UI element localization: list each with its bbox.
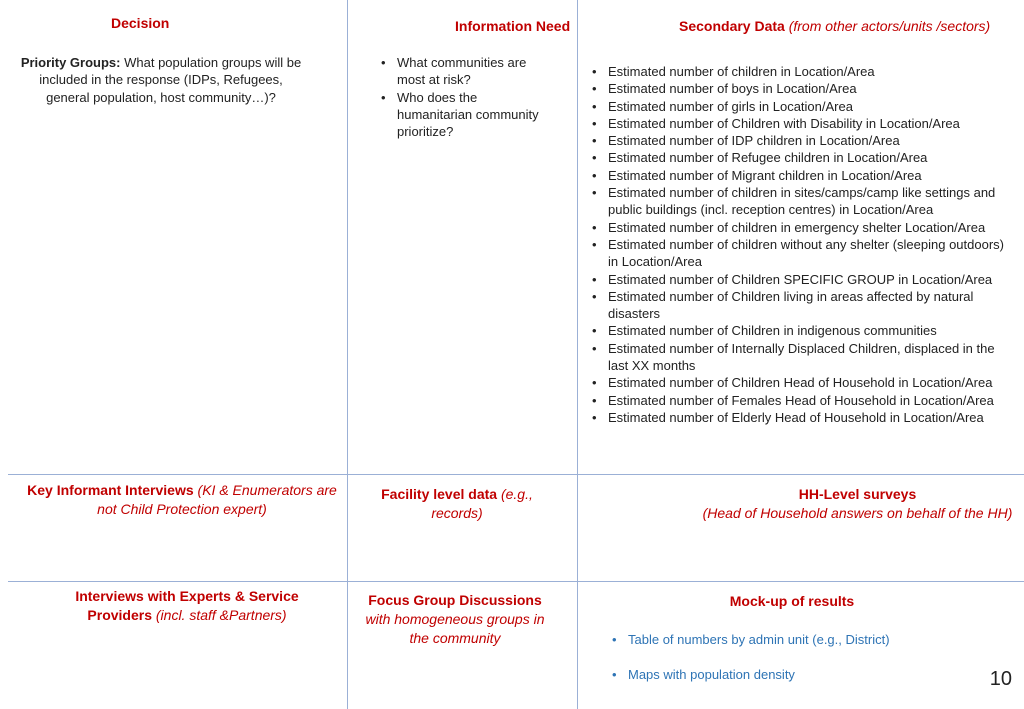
hh-level-surveys-cell bbox=[690, 485, 1024, 523]
secondary-data-note: (from other actors/units /sectors) bbox=[788, 18, 991, 34]
list-item: • Estimated number of girls in Location/Area bbox=[586, 98, 1011, 115]
list-item: • Estimated number of children in sites/camps/camp like settings and public buildings (incl. reception centres) in Location/Area bbox=[586, 184, 1011, 219]
kii-title: Key Informant Interviews bbox=[27, 482, 194, 498]
list-item: • Estimated number of Refugee children in Location/Area bbox=[586, 149, 1011, 166]
list-item: • Estimated number of children in Location/Area bbox=[586, 63, 1011, 80]
list-item: • Estimated number of Children with Disability in Location/Area bbox=[586, 115, 1011, 132]
list-item: • Estimated number of Internally Displaced Children, displaced in the last XX months bbox=[586, 340, 1011, 375]
page-number: 10 bbox=[989, 668, 1012, 690]
priority-groups-text: What population groups will be included in the response (IDPs, Refugees, general population, host community…)? bbox=[39, 55, 302, 105]
priority-groups-label: Priority Groups: bbox=[20, 55, 121, 70]
focus-group-discussions-cell bbox=[355, 591, 555, 648]
row-divider-2 bbox=[8, 581, 1024, 582]
column-divider-2 bbox=[577, 0, 578, 709]
list-item: • Maps with population density bbox=[606, 666, 936, 683]
secondary-data-title: Secondary Data bbox=[679, 18, 785, 34]
list-item: • Estimated number of boys in Location/Area bbox=[586, 80, 1011, 97]
facility-note: (e.g., records) bbox=[431, 486, 533, 521]
list-item: • Who does the humanitarian community prioritize? bbox=[375, 89, 553, 141]
list-item: • Estimated number of children without any shelter (sleeping outdoors) in Location/Area bbox=[586, 236, 1011, 271]
fgd-title: Focus Group Discussions bbox=[368, 592, 542, 608]
column-divider-1 bbox=[347, 0, 348, 709]
list-item: • Estimated number of children in emergency shelter Location/Area bbox=[586, 219, 1011, 236]
decision-header: Decision bbox=[111, 15, 170, 31]
information-need-list bbox=[375, 54, 553, 140]
decision-cell bbox=[16, 54, 306, 106]
secondary-data-list bbox=[586, 63, 1011, 426]
kii-note: (KI & Enumerators are not Child Protection expert) bbox=[97, 482, 337, 517]
list-item: • Estimated number of Children in indigenous communities bbox=[586, 322, 1011, 339]
list-item: • Estimated number of Children living in areas affected by natural disasters bbox=[586, 288, 1011, 323]
expert-interviews-cell bbox=[62, 587, 312, 625]
mockup-title: Mock-up of results bbox=[729, 593, 855, 609]
list-item: • Estimated number of IDP children in Location/Area bbox=[586, 132, 1011, 149]
list-item: • Estimated number of Females Head of Household in Location/Area bbox=[586, 392, 1011, 409]
fgd-note: with homogeneous groups in the community bbox=[365, 611, 545, 646]
hh-note: (Head of Household answers on behalf of the HH) bbox=[702, 505, 1013, 521]
experts-note: (incl. staff &Partners) bbox=[155, 607, 287, 623]
secondary-data-header bbox=[679, 18, 990, 34]
hh-title: HH-Level surveys bbox=[798, 486, 917, 502]
facility-title: Facility level data bbox=[381, 486, 498, 502]
facility-level-data-cell bbox=[362, 485, 552, 523]
list-item: • Estimated number of Children SPECIFIC GROUP in Location/Area bbox=[586, 271, 1011, 288]
key-informant-interviews-cell bbox=[22, 481, 342, 519]
list-item: • Estimated number of Migrant children in Location/Area bbox=[586, 167, 1011, 184]
mockup-list bbox=[606, 631, 936, 684]
information-need-header: Information Need bbox=[455, 18, 571, 34]
row-divider-1 bbox=[8, 474, 1024, 475]
list-item: • What communities are most at risk? bbox=[375, 54, 553, 89]
experts-title: Interviews with Experts & Service Providers bbox=[75, 588, 299, 623]
list-item: • Estimated number of Elderly Head of Household in Location/Area bbox=[586, 409, 1011, 426]
list-item: • Table of numbers by admin unit (e.g., District) bbox=[606, 631, 936, 648]
list-item: • Estimated number of Children Head of Household in Location/Area bbox=[586, 374, 1011, 391]
